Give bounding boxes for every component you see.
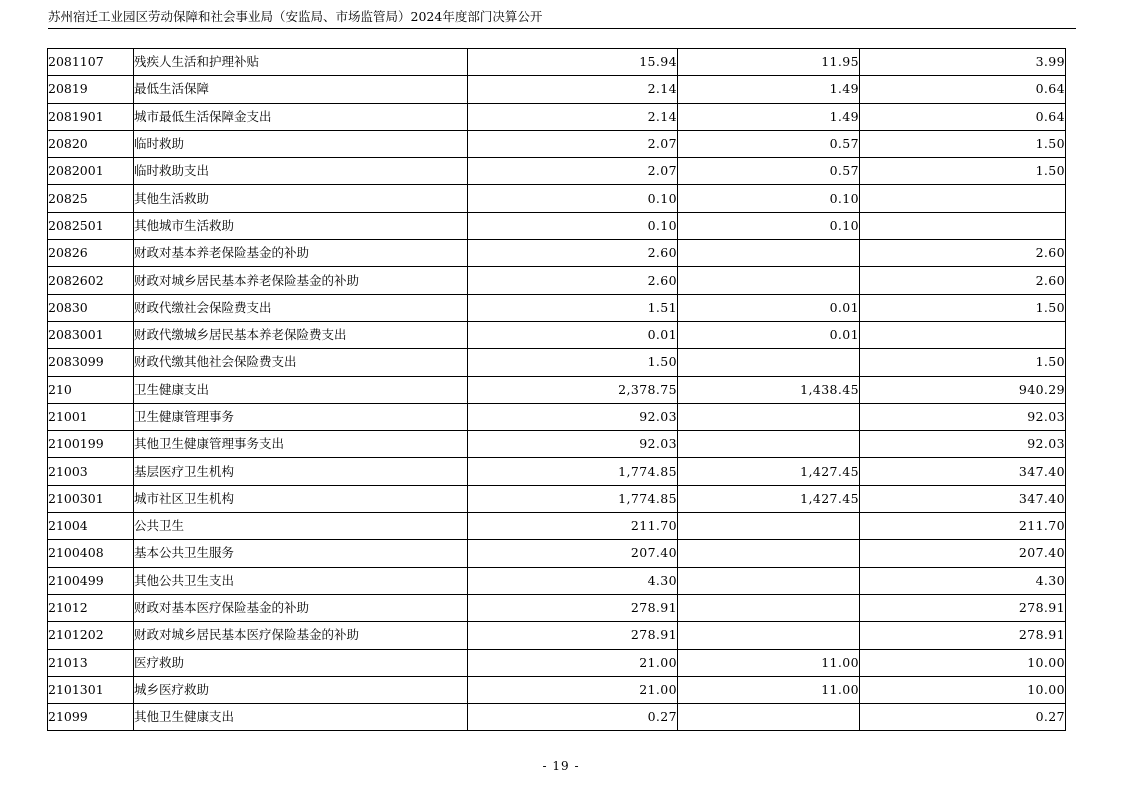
item-name-cell: 其他公共卫生支出 xyxy=(134,567,468,594)
item-name-cell: 城乡医疗救助 xyxy=(134,676,468,703)
code-cell: 21099 xyxy=(48,704,134,731)
project-expense-cell xyxy=(860,321,1066,348)
code-cell: 21001 xyxy=(48,403,134,430)
project-expense-cell: 2.60 xyxy=(860,267,1066,294)
item-name-cell: 财政对城乡居民基本养老保险基金的补助 xyxy=(134,267,468,294)
basic-expense-cell: 11.00 xyxy=(678,676,860,703)
table-row xyxy=(48,267,1066,294)
table-row xyxy=(48,540,1066,567)
table-row xyxy=(48,485,1066,512)
table-row xyxy=(48,567,1066,594)
table-row xyxy=(48,704,1066,731)
table-row xyxy=(48,212,1066,239)
total-amount-cell: 2.07 xyxy=(468,158,678,185)
basic-expense-cell: 1.49 xyxy=(678,76,860,103)
code-cell: 20820 xyxy=(48,130,134,157)
total-amount-cell: 92.03 xyxy=(468,403,678,430)
total-amount-cell: 21.00 xyxy=(468,676,678,703)
total-amount-cell: 278.91 xyxy=(468,594,678,621)
total-amount-cell: 2.14 xyxy=(468,76,678,103)
item-name-cell: 财政代缴其他社会保险费支出 xyxy=(134,349,468,376)
code-cell: 210 xyxy=(48,376,134,403)
project-expense-cell: 0.64 xyxy=(860,103,1066,130)
header-divider xyxy=(48,28,1076,29)
basic-expense-cell: 11.95 xyxy=(678,49,860,76)
table-row xyxy=(48,649,1066,676)
total-amount-cell: 0.01 xyxy=(468,321,678,348)
basic-expense-cell xyxy=(678,567,860,594)
basic-expense-cell xyxy=(678,704,860,731)
table-row xyxy=(48,130,1066,157)
code-cell: 2100408 xyxy=(48,540,134,567)
table-row xyxy=(48,676,1066,703)
table-row xyxy=(48,240,1066,267)
total-amount-cell: 1.51 xyxy=(468,294,678,321)
total-amount-cell: 15.94 xyxy=(468,49,678,76)
code-cell: 2082602 xyxy=(48,267,134,294)
code-cell: 2100499 xyxy=(48,567,134,594)
code-cell: 2081901 xyxy=(48,103,134,130)
item-name-cell: 医疗救助 xyxy=(134,649,468,676)
item-name-cell: 其他城市生活救助 xyxy=(134,212,468,239)
project-expense-cell: 211.70 xyxy=(860,513,1066,540)
table-row xyxy=(48,513,1066,540)
project-expense-cell: 347.40 xyxy=(860,485,1066,512)
table-row xyxy=(48,103,1066,130)
total-amount-cell: 2.60 xyxy=(468,267,678,294)
table-row xyxy=(48,321,1066,348)
basic-expense-cell xyxy=(678,240,860,267)
total-amount-cell: 0.10 xyxy=(468,212,678,239)
project-expense-cell xyxy=(860,212,1066,239)
total-amount-cell: 2.60 xyxy=(468,240,678,267)
item-name-cell: 财政对城乡居民基本医疗保险基金的补助 xyxy=(134,622,468,649)
code-cell: 21013 xyxy=(48,649,134,676)
code-cell: 2083001 xyxy=(48,321,134,348)
code-cell: 2100301 xyxy=(48,485,134,512)
project-expense-cell: 10.00 xyxy=(860,676,1066,703)
project-expense-cell: 10.00 xyxy=(860,649,1066,676)
basic-expense-cell: 0.10 xyxy=(678,212,860,239)
project-expense-cell: 0.64 xyxy=(860,76,1066,103)
item-name-cell: 财政对基本医疗保险基金的补助 xyxy=(134,594,468,621)
basic-expense-cell xyxy=(678,349,860,376)
basic-expense-cell xyxy=(678,513,860,540)
project-expense-cell: 92.03 xyxy=(860,431,1066,458)
total-amount-cell: 1.50 xyxy=(468,349,678,376)
project-expense-cell: 1.50 xyxy=(860,158,1066,185)
item-name-cell: 其他卫生健康支出 xyxy=(134,704,468,731)
code-cell: 21012 xyxy=(48,594,134,621)
total-amount-cell: 0.27 xyxy=(468,704,678,731)
basic-expense-cell: 1,427.45 xyxy=(678,458,860,485)
item-name-cell: 城市最低生活保障金支出 xyxy=(134,103,468,130)
item-name-cell: 财政对基本养老保险基金的补助 xyxy=(134,240,468,267)
total-amount-cell: 2.07 xyxy=(468,130,678,157)
code-cell: 20825 xyxy=(48,185,134,212)
basic-expense-cell: 0.01 xyxy=(678,294,860,321)
basic-expense-cell xyxy=(678,431,860,458)
item-name-cell: 其他生活救助 xyxy=(134,185,468,212)
item-name-cell: 基层医疗卫生机构 xyxy=(134,458,468,485)
table-row xyxy=(48,403,1066,430)
basic-expense-cell xyxy=(678,403,860,430)
code-cell: 20819 xyxy=(48,76,134,103)
table-row xyxy=(48,431,1066,458)
basic-expense-cell: 0.57 xyxy=(678,130,860,157)
code-cell: 2101202 xyxy=(48,622,134,649)
basic-expense-cell xyxy=(678,622,860,649)
project-expense-cell: 1.50 xyxy=(860,294,1066,321)
total-amount-cell: 278.91 xyxy=(468,622,678,649)
table-row xyxy=(48,349,1066,376)
code-cell: 2083099 xyxy=(48,349,134,376)
item-name-cell: 城市社区卫生机构 xyxy=(134,485,468,512)
basic-expense-cell: 11.00 xyxy=(678,649,860,676)
table-row xyxy=(48,622,1066,649)
code-cell: 2082501 xyxy=(48,212,134,239)
page-number: - 19 - xyxy=(542,759,580,773)
table-row xyxy=(48,76,1066,103)
basic-expense-cell: 1.49 xyxy=(678,103,860,130)
code-cell: 2100199 xyxy=(48,431,134,458)
budget-table xyxy=(47,48,1066,731)
project-expense-cell: 4.30 xyxy=(860,567,1066,594)
project-expense-cell: 278.91 xyxy=(860,622,1066,649)
page-header: 苏州宿迁工业园区劳动保障和社会事业局（安监局、市场监管局）2024年度部门决算公开 xyxy=(48,9,543,24)
project-expense-cell: 207.40 xyxy=(860,540,1066,567)
item-name-cell: 财政代缴社会保险费支出 xyxy=(134,294,468,321)
item-name-cell: 最低生活保障 xyxy=(134,76,468,103)
project-expense-cell: 278.91 xyxy=(860,594,1066,621)
total-amount-cell: 207.40 xyxy=(468,540,678,567)
basic-expense-cell xyxy=(678,540,860,567)
code-cell: 21004 xyxy=(48,513,134,540)
project-expense-cell: 347.40 xyxy=(860,458,1066,485)
item-name-cell: 卫生健康管理事务 xyxy=(134,403,468,430)
basic-expense-cell xyxy=(678,594,860,621)
total-amount-cell: 1,774.85 xyxy=(468,485,678,512)
project-expense-cell: 1.50 xyxy=(860,130,1066,157)
table-row xyxy=(48,294,1066,321)
code-cell: 2101301 xyxy=(48,676,134,703)
item-name-cell: 其他卫生健康管理事务支出 xyxy=(134,431,468,458)
code-cell: 20830 xyxy=(48,294,134,321)
total-amount-cell: 4.30 xyxy=(468,567,678,594)
table-row xyxy=(48,594,1066,621)
basic-expense-cell: 0.10 xyxy=(678,185,860,212)
code-cell: 21003 xyxy=(48,458,134,485)
project-expense-cell: 940.29 xyxy=(860,376,1066,403)
item-name-cell: 临时救助支出 xyxy=(134,158,468,185)
project-expense-cell: 92.03 xyxy=(860,403,1066,430)
project-expense-cell: 3.99 xyxy=(860,49,1066,76)
table-row xyxy=(48,158,1066,185)
basic-expense-cell: 1,438.45 xyxy=(678,376,860,403)
project-expense-cell xyxy=(860,185,1066,212)
item-name-cell: 基本公共卫生服务 xyxy=(134,540,468,567)
table-row xyxy=(48,185,1066,212)
table-row xyxy=(48,458,1066,485)
project-expense-cell: 1.50 xyxy=(860,349,1066,376)
total-amount-cell: 2.14 xyxy=(468,103,678,130)
budget-table-body xyxy=(48,49,1066,731)
total-amount-cell: 0.10 xyxy=(468,185,678,212)
item-name-cell: 公共卫生 xyxy=(134,513,468,540)
item-name-cell: 卫生健康支出 xyxy=(134,376,468,403)
basic-expense-cell: 1,427.45 xyxy=(678,485,860,512)
basic-expense-cell: 0.01 xyxy=(678,321,860,348)
total-amount-cell: 211.70 xyxy=(468,513,678,540)
basic-expense-cell xyxy=(678,267,860,294)
total-amount-cell: 21.00 xyxy=(468,649,678,676)
basic-expense-cell: 0.57 xyxy=(678,158,860,185)
code-cell: 2081107 xyxy=(48,49,134,76)
item-name-cell: 残疾人生活和护理补贴 xyxy=(134,49,468,76)
code-cell: 2082001 xyxy=(48,158,134,185)
code-cell: 20826 xyxy=(48,240,134,267)
total-amount-cell: 1,774.85 xyxy=(468,458,678,485)
item-name-cell: 财政代缴城乡居民基本养老保险费支出 xyxy=(134,321,468,348)
total-amount-cell: 92.03 xyxy=(468,431,678,458)
total-amount-cell: 2,378.75 xyxy=(468,376,678,403)
table-row xyxy=(48,49,1066,76)
table-row xyxy=(48,376,1066,403)
project-expense-cell: 0.27 xyxy=(860,704,1066,731)
project-expense-cell: 2.60 xyxy=(860,240,1066,267)
item-name-cell: 临时救助 xyxy=(134,130,468,157)
